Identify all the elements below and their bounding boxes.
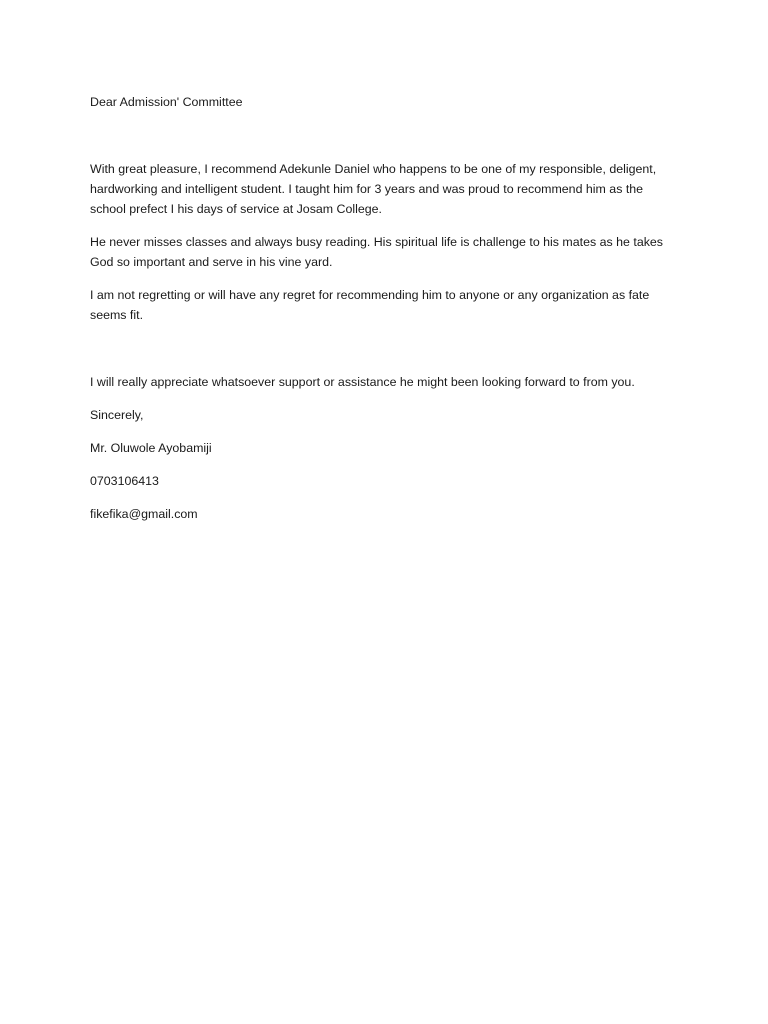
letter-salutation: Dear Admission' Committee [90, 95, 243, 109]
letter-closing: Sincerely, [90, 408, 144, 422]
letter-body [90, 92, 680, 537]
signature-name: Mr. Oluwole Ayobamiji [90, 441, 212, 455]
contact-email: fikefika@gmail.com [90, 507, 198, 521]
paragraph-appreciation: I will really appreciate whatsoever support or assistance he might been looking forward to from you. [90, 375, 635, 389]
contact-phone: 0703106413 [90, 474, 159, 488]
paragraph-character: He never misses classes and always busy reading. His spiritual life is challenge to his mates as he takes God so important and serve in his vine yard. [90, 235, 663, 269]
paragraph-endorsement: I am not regretting or will have any regret for recommending him to anyone or any organization as fate seems fit. [90, 288, 650, 322]
paragraph-recommendation: With great pleasure, I recommend Adekunle Daniel who happens to be one of my responsible, deligent, hardworking and intelligent student. I taught him for 3 years and was proud to recommend him as the school prefect I his days of service at Josam College. [90, 162, 657, 216]
